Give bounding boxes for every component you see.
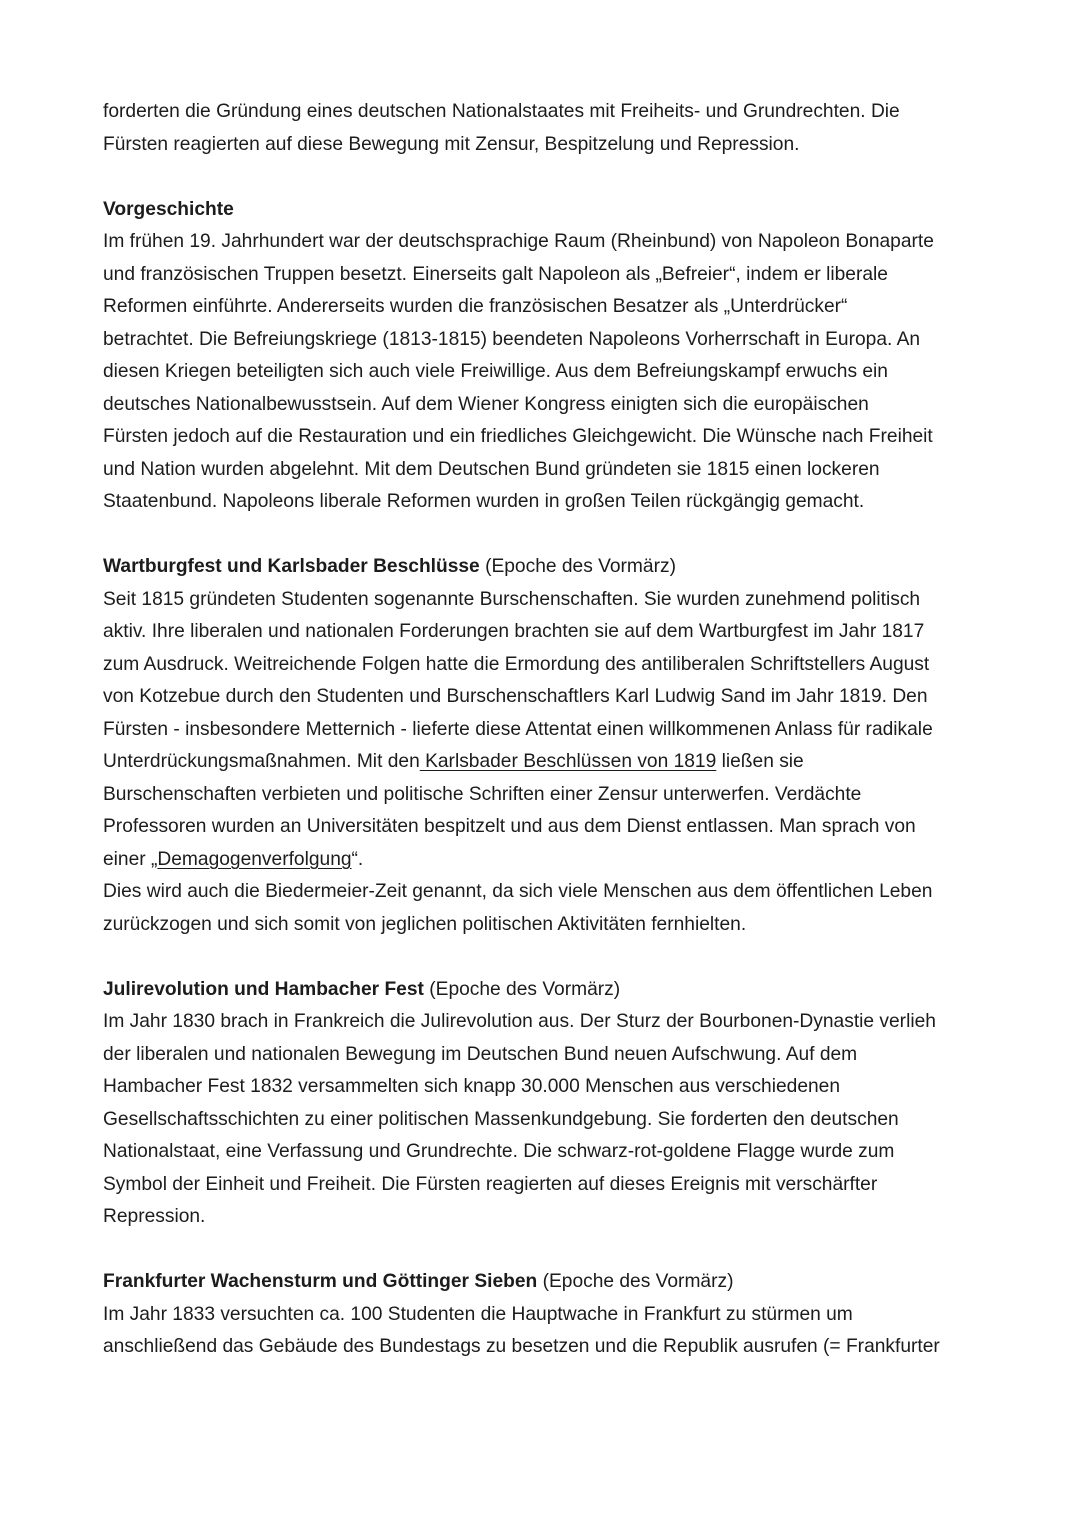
text-line: Staatenbund. Napoleons liberale Reformen wurden in großen Teilen rückgängig gemacht. [103, 491, 865, 512]
text-line: zum Ausdruck. Weitreichende Folgen hatte die Ermordung des antiliberalen Schriftstellers August [103, 653, 930, 675]
text-line: Fürsten - insbesondere Metternich - lieferte diese Attentat einen willkommenen Anlass für radikale [103, 718, 933, 740]
text-line: betrachtet. Die Befreiungskriege (1813-1815) beendeten Napoleons Vorherrschaft in Europa. An [103, 328, 921, 350]
section-frankfurter-wachensturm [103, 1266, 983, 1364]
text-line: von Kotzebue durch den Studenten und Burschenschaftlers Karl Ludwig Sand im Jahr 1819. Den [103, 686, 928, 707]
paragraph-gap [103, 941, 983, 974]
text-line: und Nation wurden abgelehnt. Mit dem Deutschen Bund gründeten sie 1815 einen lockeren [103, 458, 880, 480]
paragraph-gap [103, 161, 983, 194]
text-line: Reformen einführte. Andererseits wurden die französischen Besatzer als „Unterdrücker“ [103, 296, 848, 317]
text-line: Seit 1815 gründeten Studenten sogenannte Burschenschaften. Sie wurden zunehmend politisch [103, 588, 921, 610]
text-line: Unterdrückungsmaßnahmen. Mit den Karlsbader Beschlüssen von 1819 ließen sie [103, 751, 804, 772]
text-line: Im Jahr 1833 versuchten ca. 100 Studenten die Hauptwache in Frankfurt zu stürmen um [103, 1303, 853, 1325]
text-line: Repression. [103, 1206, 206, 1227]
section-heading: Frankfurter Wachensturm und Göttinger Sieben [103, 1271, 538, 1292]
text-line: diesen Kriegen beteiligten sich auch viele Freiwillige. Aus dem Befreiungskampf erwuchs ein [103, 361, 888, 382]
text-line: Gesellschaftsschichten zu einer politischen Massenkundgebung. Sie forderten den deutschen [103, 1108, 899, 1130]
section-heading: Julirevolution und Hambacher Fest [103, 978, 424, 1000]
section-epoch: (Epoche des Vormärz) [423, 978, 621, 1000]
section-heading: Wartburgfest und Karlsbader Beschlüsse [103, 556, 480, 577]
text-line: der liberalen und nationalen Bewegung im Deutschen Bund neuen Aufschwung. Auf dem [103, 1043, 858, 1065]
intro-paragraph [103, 96, 983, 161]
section-wartburgfest [103, 551, 983, 941]
text-line: forderten die Gründung eines deutschen Nationalstaates mit Freiheits- und Grundrechten. Die [103, 101, 900, 122]
section-epoch: (Epoche des Vormärz) [479, 556, 676, 577]
text-line: zurückzogen und sich somit von jeglichen politischen Aktivitäten fernhielten. [103, 913, 747, 935]
text-line: aktiv. Ihre liberalen und nationalen Forderungen brachten sie auf dem Wartburgfest im Jahr 1817 [103, 621, 925, 642]
section-epoch: (Epoche des Vormärz) [537, 1271, 734, 1292]
text-line: Im Jahr 1830 brach in Frankreich die Julirevolution aus. Der Sturz der Bourbonen-Dynastie verlieh [103, 1011, 936, 1032]
text-line: Dies wird auch die Biedermeier-Zeit genannt, da sich viele Menschen aus dem öffentlichen Leben [103, 881, 933, 902]
text-line: deutsches Nationalbewusstsein. Auf dem Wiener Kongress einigten sich die europäischen [103, 393, 869, 415]
section-vorgeschichte [103, 194, 983, 519]
karlsbader-beschluesse-link[interactable]: Karlsbader Beschlüssen von 1819 [419, 751, 717, 772]
paragraph-gap [103, 1234, 983, 1267]
text-line: Burschenschaften verbieten und politische Schriften einer Zensur unterwerfen. Verdächte [103, 783, 862, 805]
text-line: Professoren wurden an Universitäten bespitzelt und aus dem Dienst entlassen. Man sprach von [103, 816, 916, 837]
text-line: Fürsten jedoch auf die Restauration und ein friedliches Gleichgewicht. Die Wünsche nach Freiheit [103, 426, 933, 447]
text-line: und französischen Truppen besetzt. Einerseits galt Napoleon als „Befreier“, indem er liberale [103, 263, 888, 285]
text-line: anschließend das Gebäude des Bundestags zu besetzen und die Republik ausrufen (= Frankfurter [103, 1336, 940, 1357]
text-line: Im frühen 19. Jahrhundert war der deutschsprachige Raum (Rheinbund) von Napoleon Bonaparte [103, 231, 934, 252]
text-line: Hambacher Fest 1832 versammelten sich knapp 30.000 Menschen aus verschiedenen [103, 1076, 841, 1097]
document-page [103, 96, 983, 1364]
section-heading: Vorgeschichte [103, 198, 234, 220]
text-line: einer „Demagogenverfolgung“. [103, 848, 364, 870]
demagogenverfolgung-link[interactable]: Demagogenverfolgung [157, 848, 352, 870]
section-julirevolution [103, 974, 983, 1234]
text-line: Fürsten reagierten auf diese Bewegung mit Zensur, Bespitzelung und Repression. [103, 133, 800, 155]
text-line: Nationalstaat, eine Verfassung und Grundrechte. Die schwarz-rot-goldene Flagge wurde zum [103, 1141, 895, 1162]
text-line: Symbol der Einheit und Freiheit. Die Fürsten reagierten auf dieses Ereignis mit verschärfter [103, 1173, 878, 1195]
paragraph-gap [103, 519, 983, 552]
